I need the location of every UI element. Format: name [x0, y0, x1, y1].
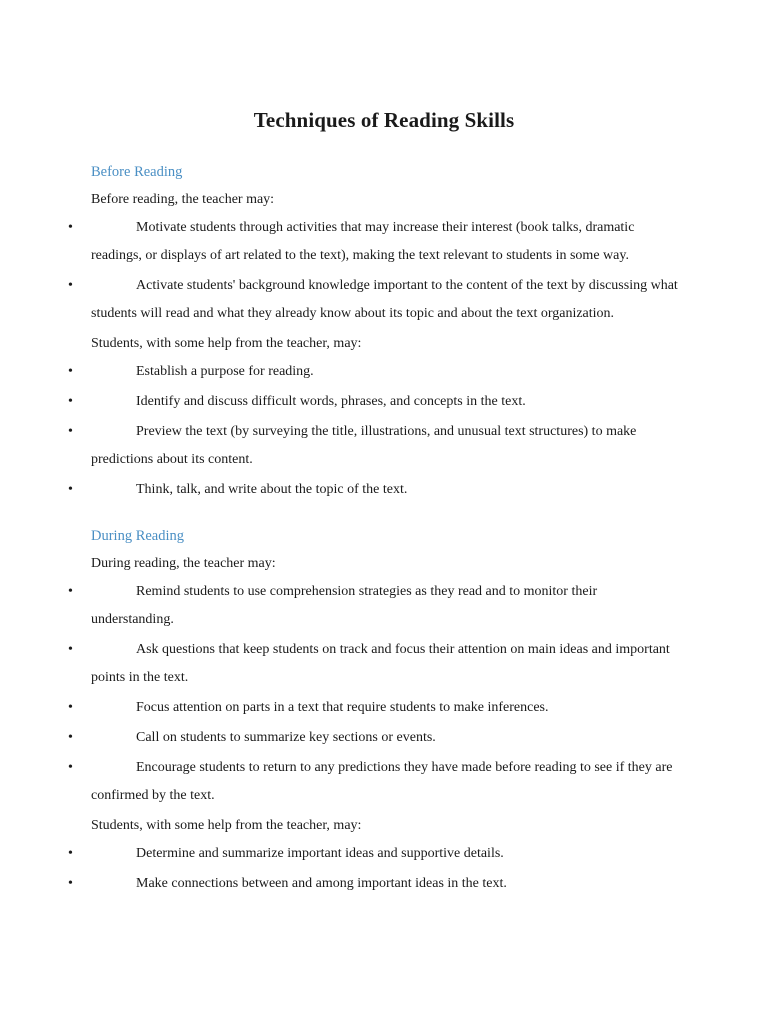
bullet-icon: • [68, 394, 73, 409]
bullet-icon: • [68, 482, 73, 497]
teacher-intro: During reading, the teacher may: [91, 556, 276, 571]
bullet-icon: • [68, 876, 73, 891]
list-item-text: Think, talk, and write about the topic of the text. [136, 482, 408, 497]
list-item-text: Ask questions that keep students on track and focus their attention on main ideas and important points in the text. [91, 642, 670, 685]
list-item-text: Identify and discuss difficult words, phrases, and concepts in the text. [136, 394, 526, 409]
list-item [68, 694, 683, 722]
section-heading: During Reading [91, 528, 185, 544]
list-item-text: Call on students to summarize key sections or events. [136, 730, 436, 745]
list-item-text: Motivate students through activities that may increase their interest (book talks, dramatic readings, or displays of art related to the text), making the text relevant to students in some way. [91, 220, 635, 263]
students-intro: Students, with some help from the teacher, may: [91, 818, 362, 833]
list-item [68, 724, 683, 752]
bullet-icon: • [68, 364, 73, 379]
document-body [68, 158, 683, 900]
list-item [68, 272, 683, 328]
list-item-text: Determine and summarize important ideas and supportive details. [136, 846, 504, 861]
section-during-reading [68, 522, 683, 898]
list-item-text: Make connections between and among important ideas in the text. [136, 876, 507, 891]
bullet-icon: • [68, 278, 73, 293]
bullet-icon: • [68, 642, 73, 657]
bullet-icon: • [68, 730, 73, 745]
bullet-icon: • [68, 220, 73, 235]
list-item [68, 214, 683, 270]
list-item-text: Remind students to use comprehension strategies as they read and to monitor their understanding. [91, 584, 598, 627]
list-item [68, 754, 683, 810]
list-item [68, 840, 683, 868]
students-intro: Students, with some help from the teacher, may: [91, 336, 362, 351]
document-title: Techniques of Reading Skills [253, 108, 515, 132]
bullet-icon: • [68, 424, 73, 439]
bullet-icon: • [68, 846, 73, 861]
list-item-text: Focus attention on parts in a text that require students to make inferences. [136, 700, 549, 715]
bullet-icon: • [68, 700, 73, 715]
teacher-list [68, 214, 683, 328]
section-heading: Before Reading [91, 164, 183, 180]
bullet-icon: • [68, 760, 73, 775]
list-item [68, 418, 683, 474]
section-spacer [91, 506, 683, 522]
student-list [68, 840, 683, 898]
student-list [68, 358, 683, 504]
list-item-text: Encourage students to return to any predictions they have made before reading to see if they are confirmed by the text. [91, 760, 673, 803]
bullet-icon: • [68, 584, 73, 599]
teacher-list [68, 578, 683, 810]
list-item-text: Preview the text (by surveying the title, illustrations, and unusual text structures) to make predictions about its content. [91, 424, 637, 467]
teacher-intro: Before reading, the teacher may: [91, 192, 275, 207]
section-before-reading [68, 158, 683, 504]
list-item [68, 870, 683, 898]
list-item [68, 358, 683, 386]
list-item-text: Activate students' background knowledge important to the content of the text by discussing what students will read and what they already know about its topic and about the text organization. [91, 278, 678, 321]
list-item-text: Establish a purpose for reading. [136, 364, 314, 379]
list-item [68, 476, 683, 504]
list-item [68, 578, 683, 634]
list-item [68, 388, 683, 416]
list-item [68, 636, 683, 692]
